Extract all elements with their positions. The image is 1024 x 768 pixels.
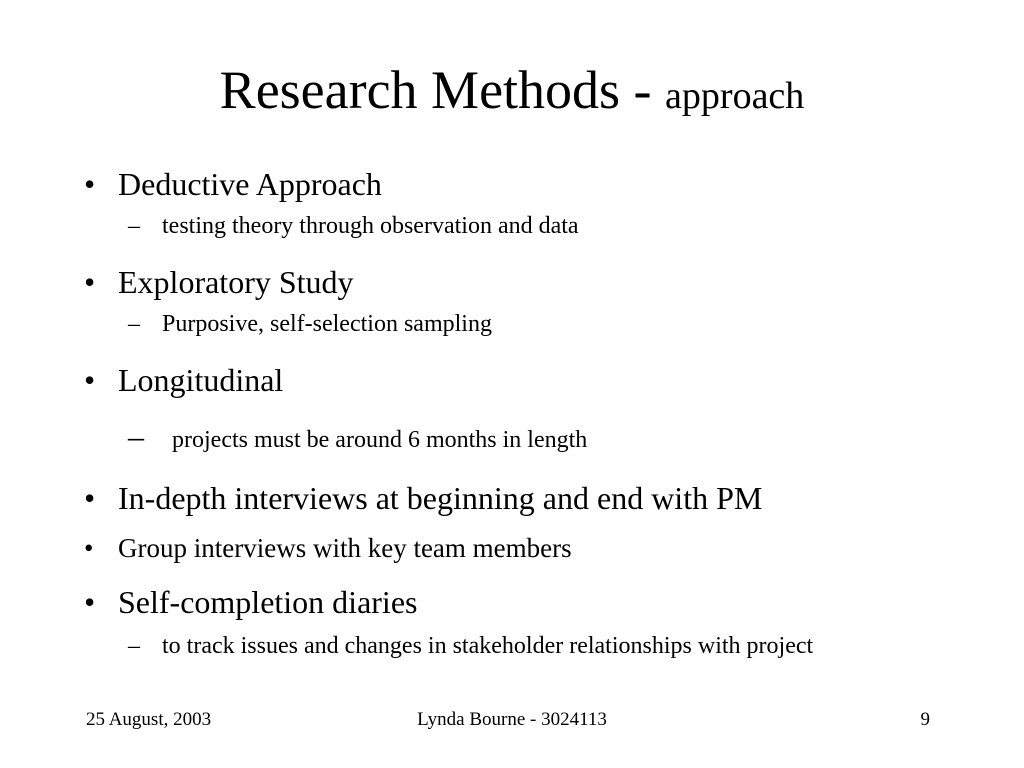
bullet-list: [84, 160, 984, 662]
sub-bullet-item: [84, 630, 882, 662]
sub-bullet-item: [84, 418, 984, 456]
bullet-text: Group interviews with key team members: [118, 533, 572, 563]
bullet-marker: •: [84, 362, 96, 398]
sub-bullet-marker: –: [128, 633, 140, 659]
sub-bullet-marker: –: [128, 311, 140, 337]
footer-author: Lynda Bourne - 3024113: [417, 709, 607, 730]
bullet-item: [84, 580, 984, 624]
bullet-item: [84, 260, 984, 304]
bullet-marker: •: [84, 264, 96, 300]
bullet-item: [84, 358, 984, 402]
sub-bullet-marker: –: [128, 418, 144, 454]
slide-title-main: Research Methods -: [219, 60, 666, 120]
slide-title: [0, 58, 1024, 128]
bullet-marker: •: [84, 533, 94, 563]
bullet-marker: •: [84, 166, 96, 202]
footer-date: 25 August, 2003: [86, 709, 212, 730]
bullet-item: [84, 476, 984, 520]
sub-bullet-text: testing theory through observation and data: [162, 213, 579, 239]
bullet-item: [84, 162, 984, 206]
bullet-marker: •: [84, 584, 96, 620]
sub-bullet-marker: –: [128, 213, 140, 239]
sub-bullet-item: [84, 210, 984, 242]
sub-bullet-text: to track issues and changes in stakeholder relationships with project: [162, 633, 814, 659]
footer-page-number: 9: [920, 709, 930, 730]
bullet-text: Longitudinal: [118, 362, 284, 398]
bullet-text: Deductive Approach: [118, 166, 382, 202]
bullet-marker: •: [84, 480, 96, 516]
sub-bullet-item: [84, 308, 984, 340]
sub-bullet-text: projects must be around 6 months in length: [172, 427, 588, 453]
bullet-text: Exploratory Study: [118, 264, 354, 300]
bullet-text: Self-completion diaries: [118, 584, 418, 620]
slide-title-sub: approach: [665, 75, 805, 117]
bullet-text: In-depth interviews at beginning and end with PM: [118, 480, 763, 516]
sub-bullet-text: Purposive, self-selection sampling: [162, 311, 492, 337]
bullet-item: [84, 528, 984, 568]
